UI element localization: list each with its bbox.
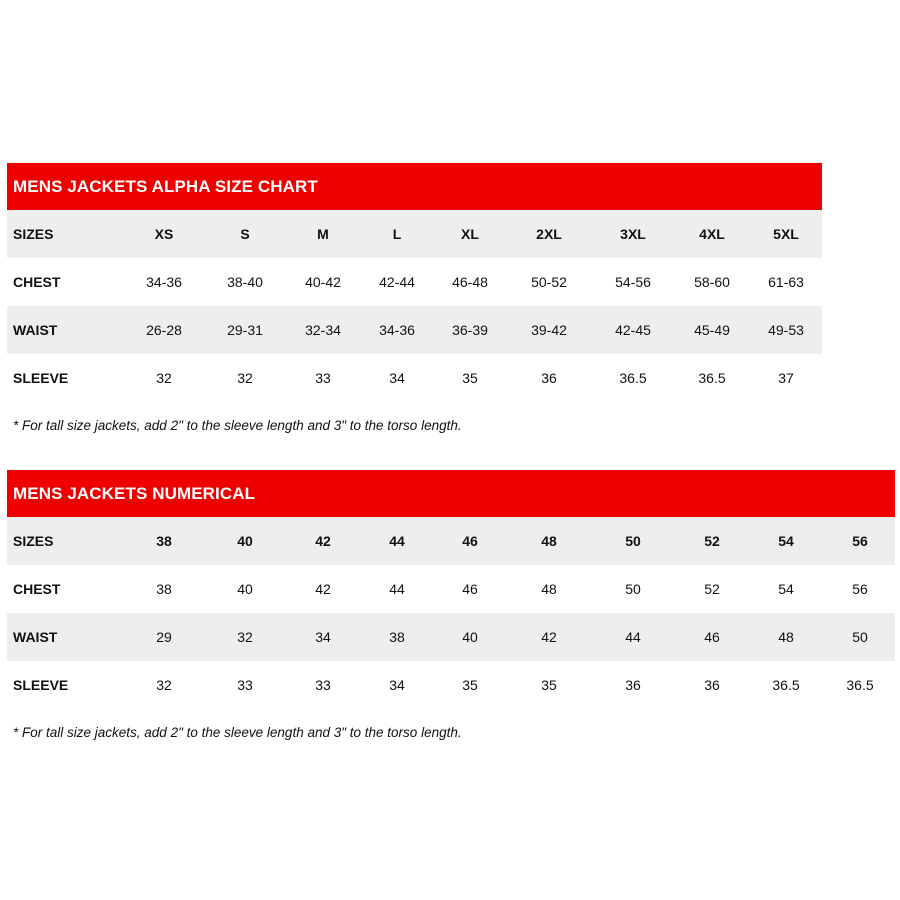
waist-cell: 29-31 (227, 322, 263, 338)
chest-cell: 54-56 (615, 274, 651, 290)
sleeve-cell: 36.5 (846, 677, 874, 693)
waist-cell: 42-45 (615, 322, 651, 338)
size-cell: 5XL (773, 226, 799, 242)
waist-cell: 39-42 (531, 322, 567, 338)
chest-cell: 50 (625, 581, 641, 597)
numerical-chart-footnote: * For tall size jackets, add 2" to the sleeve length and 3" to the torso length. (13, 725, 462, 740)
row-label-chest: CHEST (13, 274, 61, 290)
alpha-row-waist (7, 306, 822, 354)
size-cell: 48 (541, 533, 557, 549)
chest-cell: 44 (389, 581, 405, 597)
waist-cell: 50 (852, 629, 868, 645)
size-cell: 4XL (699, 226, 725, 242)
size-cell: 50 (625, 533, 641, 549)
chest-cell: 38-40 (227, 274, 263, 290)
waist-cell: 40 (462, 629, 478, 645)
size-cell: XL (461, 226, 479, 242)
chest-cell: 40-42 (305, 274, 341, 290)
sleeve-cell: 36.5 (772, 677, 800, 693)
numerical-chart-title: MENS JACKETS NUMERICAL (7, 470, 895, 517)
alpha-row-sleeve (7, 354, 822, 402)
waist-cell: 32-34 (305, 322, 341, 338)
size-cell: L (392, 226, 402, 242)
alpha-chart-title: MENS JACKETS ALPHA SIZE CHART (7, 163, 822, 210)
size-cell: S (240, 226, 250, 242)
chest-cell: 52 (704, 581, 720, 597)
numerical-size-chart (7, 470, 895, 709)
numerical-row-sizes (7, 517, 895, 565)
chest-cell: 34-36 (146, 274, 182, 290)
sleeve-cell: 32 (156, 370, 172, 386)
chest-cell: 42 (315, 581, 331, 597)
waist-cell: 29 (156, 629, 172, 645)
alpha-row-chest (7, 258, 822, 306)
sleeve-cell: 34 (389, 677, 405, 693)
chest-cell: 40 (237, 581, 253, 597)
sleeve-cell: 32 (156, 677, 172, 693)
size-cell: 38 (156, 533, 172, 549)
waist-cell: 44 (625, 629, 641, 645)
sleeve-cell: 32 (237, 370, 253, 386)
sleeve-cell: 35 (462, 677, 478, 693)
waist-cell: 48 (778, 629, 794, 645)
numerical-row-chest (7, 565, 895, 613)
chest-cell: 42-44 (379, 274, 415, 290)
alpha-size-chart (7, 163, 822, 402)
sleeve-cell: 33 (237, 677, 253, 693)
sleeve-cell: 34 (389, 370, 405, 386)
numerical-row-waist (7, 613, 895, 661)
row-label-chest: CHEST (13, 581, 61, 597)
chest-cell: 58-60 (694, 274, 730, 290)
waist-cell: 34-36 (379, 322, 415, 338)
waist-cell: 34 (315, 629, 331, 645)
waist-cell: 32 (237, 629, 253, 645)
sleeve-cell: 37 (778, 370, 794, 386)
size-cell: 56 (852, 533, 868, 549)
sleeve-cell: 33 (315, 370, 331, 386)
waist-cell: 26-28 (146, 322, 182, 338)
size-cell: XS (154, 226, 174, 242)
size-cell: 54 (778, 533, 794, 549)
sleeve-cell: 36 (625, 677, 641, 693)
chest-cell: 38 (156, 581, 172, 597)
size-cell: 3XL (620, 226, 646, 242)
waist-cell: 38 (389, 629, 405, 645)
alpha-chart-footnote: * For tall size jackets, add 2" to the sleeve length and 3" to the torso length. (13, 418, 462, 433)
row-label-sleeve: SLEEVE (13, 370, 69, 386)
chest-cell: 61-63 (768, 274, 804, 290)
size-cell: 2XL (536, 226, 562, 242)
sleeve-cell: 35 (541, 677, 557, 693)
sleeve-cell: 36.5 (698, 370, 726, 386)
row-label-sizes: SIZES (13, 533, 54, 549)
row-label-sizes: SIZES (13, 226, 54, 242)
waist-cell: 42 (541, 629, 557, 645)
sleeve-cell: 33 (315, 677, 331, 693)
alpha-row-sizes (7, 210, 822, 258)
size-cell: 52 (704, 533, 720, 549)
row-label-waist: WAIST (13, 629, 58, 645)
sleeve-cell: 36 (541, 370, 557, 386)
waist-cell: 46 (704, 629, 720, 645)
chest-cell: 46-48 (452, 274, 488, 290)
chest-cell: 48 (541, 581, 557, 597)
size-cell: 46 (462, 533, 478, 549)
row-label-sleeve: SLEEVE (13, 677, 69, 693)
chest-cell: 50-52 (531, 274, 567, 290)
sleeve-cell: 35 (462, 370, 478, 386)
chest-cell: 54 (778, 581, 794, 597)
sleeve-cell: 36 (704, 677, 720, 693)
chest-cell: 46 (462, 581, 478, 597)
waist-cell: 36-39 (452, 322, 488, 338)
sleeve-cell: 36.5 (619, 370, 647, 386)
size-cell: 42 (315, 533, 331, 549)
numerical-row-sleeve (7, 661, 895, 709)
size-cell: M (317, 226, 329, 242)
size-cell: 44 (389, 533, 405, 549)
row-label-waist: WAIST (13, 322, 58, 338)
waist-cell: 45-49 (694, 322, 730, 338)
chest-cell: 56 (852, 581, 868, 597)
size-cell: 40 (237, 533, 253, 549)
waist-cell: 49-53 (768, 322, 804, 338)
